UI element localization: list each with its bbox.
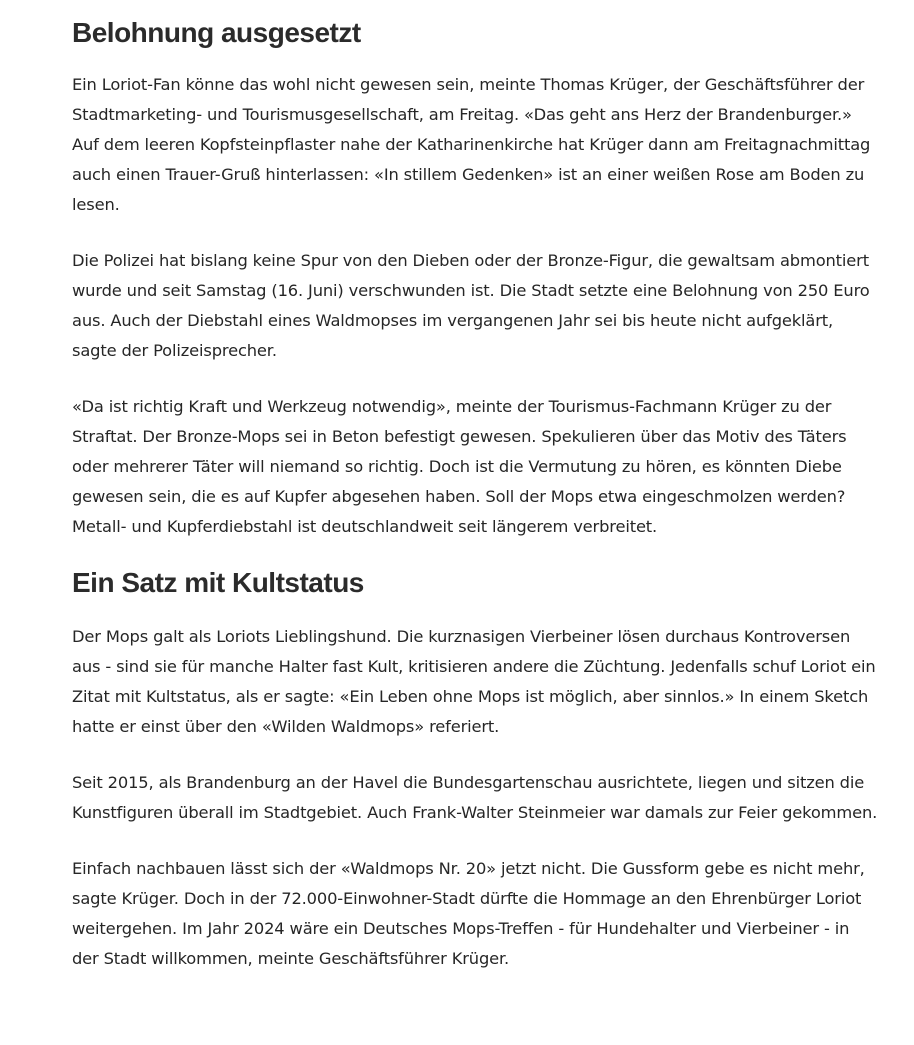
article-paragraph: Der Mops galt als Loriots Lieblingshund. Die kurznasigen Vierbeiner lösen durchaus Kontroversen aus - sind sie für manche Halter fast Kult, kritisieren andere die Züchtung. Jedenfalls schuf Loriot ein Zitat mit Kultstatus, als er sagte: «Ein Leben ohne Mops ist möglich, aber sinnlos.» In einem Sketch hatte er einst über den «Wilden Waldmops» referiert.	[72, 626, 876, 736]
section-heading-reward: Belohnung ausgesetzt	[72, 17, 361, 48]
article-paragraph: Die Polizei hat bislang keine Spur von den Dieben oder der Bronze-Figur, die gewaltsam abmontiert wurde und seit Samstag (16. Juni) verschwunden ist. Die Stadt setzte eine Belohnung von 250 Euro aus. Auch der Diebstahl eines Waldmopses im vergangenen Jahr sei bis heute nicht aufgeklärt, sagte der Polizeisprecher.	[72, 250, 870, 360]
article-paragraph: Einfach nachbauen lässt sich der «Waldmops Nr. 20» jetzt nicht. Die Gussform gebe es nicht mehr, sagte Krüger. Doch in der 72.000-Einwohner-Stadt dürfte die Hommage an den Ehrenbürger Loriot weitergehen. Im Jahr 2024 wäre ein Deutsches Mops-Treffen - für Hundehalter und Vierbeiner - in der Stadt willkommen, meinte Geschäftsführer Krüger.	[72, 858, 865, 968]
section-heading-cult-status: Ein Satz mit Kultstatus	[72, 566, 364, 598]
article-paragraph: «Da ist richtig Kraft und Werkzeug notwendig», meinte der Tourismus-Fachmann Krüger zu der Straftat. Der Bronze-Mops sei in Beton befestigt gewesen. Spekulieren über das Motiv des Täters oder mehrerer Täter will niemand so richtig. Doch ist die Vermutung zu hören, es könnten Diebe gewesen sein, die es auf Kupfer abgesehen haben. Soll der Mops etwa eingeschmolzen werden? Metall- und Kupferdiebstahl ist deutschlandweit seit längerem verbreitet.	[72, 396, 847, 536]
article-paragraph: Ein Loriot-Fan könne das wohl nicht gewesen sein, meinte Thomas Krüger, der Geschäftsführer der Stadtmarketing- und Tourismusgesellschaft, am Freitag. «Das geht ans Herz der Brandenburger.» Auf dem leeren Kopfsteinpflaster nahe der Katharinenkirche hat Krüger dann am Freitagnachmittag auch einen Trauer-Gruß hinterlassen: «In stillem Gedenken» ist an einer weißen Rose am Boden zu lesen.	[72, 74, 871, 214]
article-paragraph: Seit 2015, als Brandenburg an der Havel die Bundesgartenschau ausrichtete, liegen und sitzen die Kunstfiguren überall im Stadtgebiet. Auch Frank-Walter Steinmeier war damals zur Feier gekommen.	[72, 772, 878, 822]
